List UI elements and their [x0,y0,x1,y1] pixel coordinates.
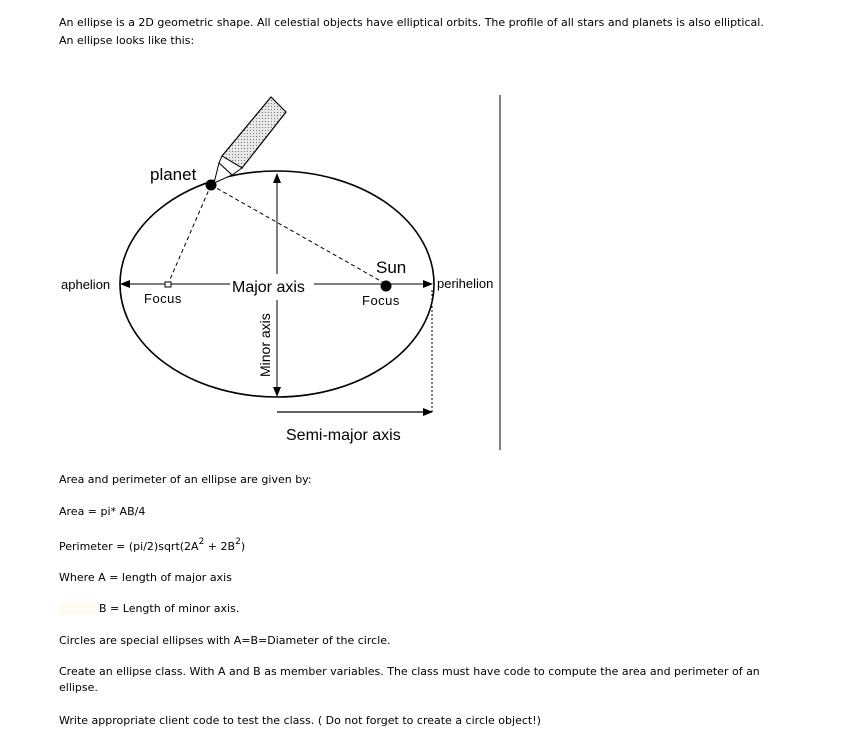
focus-left-label: Focus [144,291,182,306]
major-axis-label: Major axis [232,279,305,296]
where-b-line [59,601,239,617]
perimeter-prefix: Perimeter = (pi/2)sqrt(2A [59,540,199,553]
planet-label: planet [150,165,197,184]
focus-right-label: Focus [362,293,400,308]
pencil-icon [214,97,286,183]
minor-axis-label: Minor axis [257,313,273,377]
where-b-text: B = Length of minor axis. [99,602,240,615]
intro-line-1: An ellipse is a 2D geometric shape. All celestial objects have elliptical orbits. The profile of all stars and planets is also elliptical. [59,16,764,29]
semi-major-axis-label: Semi-major axis [286,427,401,444]
sun-dot [381,281,392,292]
task-note: Create an ellipse class. With A and B as member variables. The class must have code to compute the area and perimeter of an ellipse. [59,665,760,694]
intro-line-2: An ellipse looks like this: [59,34,195,47]
area-formula: Area = pi* AB/4 [59,505,146,518]
planet-focus-dashed-line [168,185,211,284]
aphelion-label: aphelion [61,277,111,292]
perimeter-formula [59,539,245,555]
perimeter-exponent-2: 2 [235,537,241,548]
perihelion-label: perihelion [437,276,494,291]
circles-note: Circles are special ellipses with A=B=Diameter of the circle. [59,634,391,647]
client-note: Write appropriate client code to test the class. ( Do not forget to create a circle object!) [59,714,541,727]
perimeter-middle: + 2B [204,540,236,553]
sun-label: Sun [376,258,407,277]
indent-highlight [59,603,99,615]
perimeter-exponent-1: 2 [198,537,205,548]
planet-sun-dashed-line [211,185,386,284]
where-a-line: Where A = length of major axis [59,571,232,584]
focus-marker [165,282,171,287]
formulas-heading: Area and perimeter of an ellipse are given by: [59,473,312,486]
perimeter-suffix: ) [240,540,246,553]
